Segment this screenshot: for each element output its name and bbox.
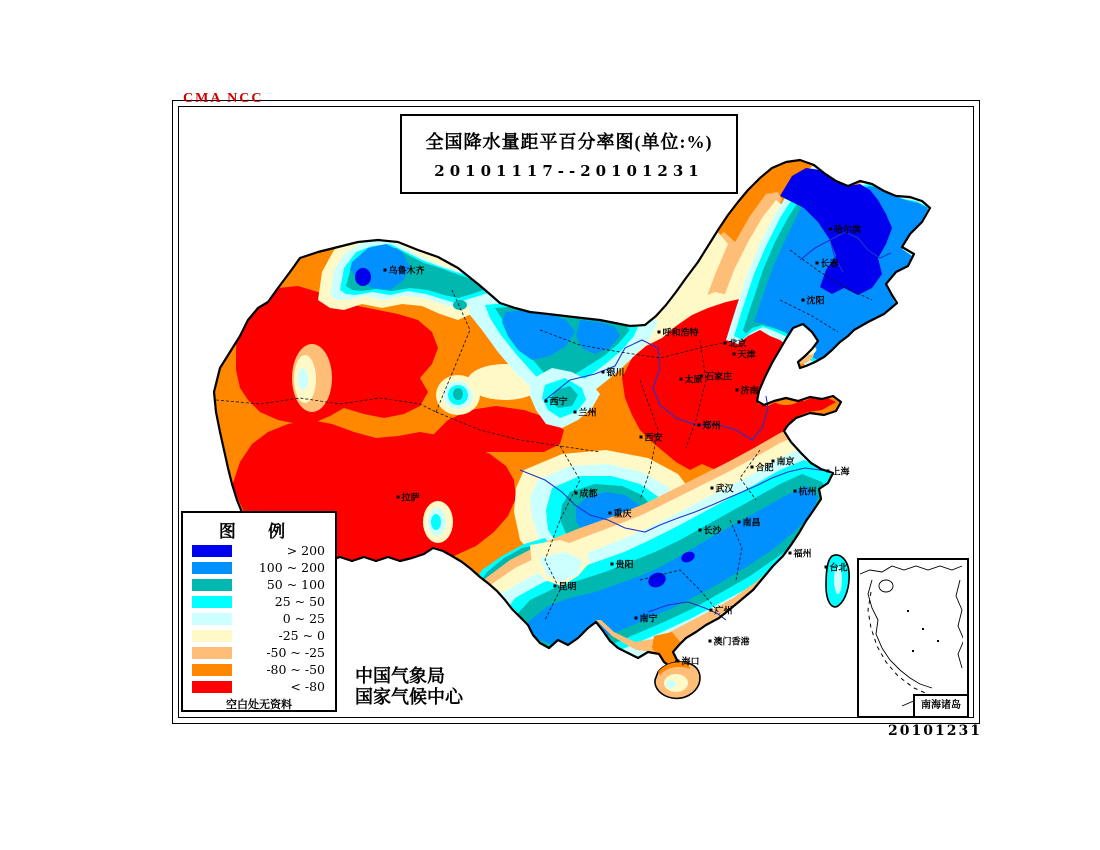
agency-credit: [355, 666, 463, 708]
city-name: 杭州: [798, 486, 817, 497]
legend-label: > 200: [286, 543, 325, 558]
city-dot: [573, 411, 576, 414]
city-dot: [639, 436, 642, 439]
city-dot: [750, 466, 753, 469]
agency-line2: 国家气候中心: [355, 687, 463, 707]
legend-swatch: [192, 664, 232, 676]
legend-swatch: [192, 545, 232, 557]
legend-item: [183, 627, 335, 644]
city-dot: [553, 585, 556, 588]
city-marker: [634, 612, 657, 625]
city-dot: [697, 424, 700, 427]
city-dot: [574, 492, 577, 495]
city-dot: [723, 342, 726, 345]
legend-item: [183, 559, 335, 576]
city-marker: [657, 326, 698, 339]
city-marker: [697, 419, 720, 432]
city-dot: [788, 552, 791, 555]
city-name: 长沙: [703, 525, 722, 536]
city-name: 贵阳: [615, 559, 634, 570]
legend-label: < -80: [290, 679, 325, 694]
city-dot: [698, 529, 701, 532]
map-title-box: [400, 114, 738, 194]
city-dot: [735, 389, 738, 392]
city-marker: [732, 348, 755, 361]
city-dot: [709, 609, 712, 612]
city-marker: [709, 604, 732, 617]
city-marker: [771, 455, 794, 468]
city-marker: [735, 384, 758, 397]
legend-box: [181, 511, 337, 712]
legend-label: 100 ~ 200: [258, 560, 325, 575]
city-name: 太原: [684, 374, 703, 385]
city-name: 石家庄: [704, 371, 733, 382]
city-name: 澳门香港: [713, 636, 750, 647]
city-name: 上海: [831, 466, 850, 477]
legend-swatch: [192, 681, 232, 693]
city-name: 拉萨: [401, 492, 420, 503]
city-name: 济南: [740, 385, 759, 396]
city-marker: [544, 395, 567, 408]
legend-label: 25 ~ 50: [274, 594, 325, 609]
city-name: 天津: [737, 349, 756, 360]
city-name: 台北: [829, 562, 848, 573]
city-marker: [679, 373, 702, 386]
legend-item: [183, 661, 335, 678]
city-dot: [708, 640, 711, 643]
city-name: 成都: [579, 488, 598, 499]
city-marker: [829, 223, 861, 236]
city-name: 南昌: [742, 517, 761, 528]
city-dot: [544, 400, 547, 403]
city-marker: [788, 547, 811, 560]
legend-title: 图 例: [218, 522, 300, 541]
city-name: 福州: [793, 548, 812, 559]
city-marker: [700, 370, 732, 383]
city-marker: [574, 487, 597, 500]
city-marker: [608, 507, 631, 520]
city-name: 海口: [681, 656, 700, 667]
city-name: 广州: [714, 605, 733, 616]
city-name: 重庆: [613, 508, 632, 519]
city-marker: [573, 406, 596, 419]
city-name: 合肥: [755, 462, 774, 473]
city-dot: [679, 378, 682, 381]
city-marker: [815, 257, 838, 270]
inset-label: 南海诸岛: [913, 694, 969, 718]
city-marker: [737, 516, 760, 529]
south-china-sea-inset: [857, 558, 969, 718]
city-name: 长春: [820, 258, 839, 269]
legend-label: -80 ~ -50: [266, 662, 325, 677]
legend-swatch: [192, 630, 232, 642]
legend-item: [183, 542, 335, 559]
city-dot: [737, 521, 740, 524]
city-marker: [708, 635, 749, 648]
city-name: 乌鲁木齐: [388, 265, 425, 276]
city-marker: [801, 294, 824, 307]
city-name: 银川: [606, 367, 625, 378]
city-marker: [676, 655, 699, 668]
legend-swatch: [192, 613, 232, 625]
city-name: 呼和浩特: [662, 327, 699, 338]
city-dot: [801, 299, 804, 302]
date-stamp: 20101231: [888, 723, 982, 739]
city-dot: [657, 331, 660, 334]
city-name: 兰州: [578, 407, 597, 418]
city-name: 南京: [776, 456, 795, 467]
city-dot: [793, 490, 796, 493]
city-name: 郑州: [702, 420, 721, 431]
city-marker: [826, 465, 849, 478]
city-name: 西安: [644, 432, 663, 443]
city-dot: [676, 660, 679, 663]
legend-swatch: [192, 562, 232, 574]
city-dot: [826, 470, 829, 473]
legend-label: -50 ~ -25: [266, 645, 325, 660]
inset-map: [859, 560, 963, 712]
legend-swatch: [192, 647, 232, 659]
city-marker: [610, 558, 633, 571]
legend-item: [183, 576, 335, 593]
city-dot: [601, 371, 604, 374]
city-dot: [634, 617, 637, 620]
legend-item: [183, 610, 335, 627]
legend-swatch: [192, 596, 232, 608]
legend-swatch: [192, 579, 232, 591]
city-marker: [639, 431, 662, 444]
city-dot: [710, 487, 713, 490]
city-dot: [396, 496, 399, 499]
legend-items: [183, 542, 335, 695]
city-name: 南宁: [639, 613, 658, 624]
city-name: 武汉: [715, 483, 734, 494]
city-dot: [829, 228, 832, 231]
map-date-range: 20101117--20101231: [434, 162, 704, 180]
city-dot: [815, 262, 818, 265]
map-title: 全国降水量距平百分率图(单位:%): [425, 132, 713, 152]
city-marker: [750, 461, 773, 474]
city-marker: [698, 524, 721, 537]
agency-line1: 中国气象局: [355, 666, 445, 686]
city-dot: [383, 269, 386, 272]
city-name: 哈尔滨: [833, 224, 862, 235]
city-marker: [383, 264, 424, 277]
legend-label: 50 ~ 100: [266, 577, 325, 592]
city-dot: [610, 563, 613, 566]
city-name: 北京: [728, 338, 747, 349]
city-name: 西宁: [549, 396, 568, 407]
legend-item: [183, 644, 335, 661]
legend-note: 空白处无资料: [226, 699, 292, 711]
legend-item: [183, 593, 335, 610]
city-name: 沈阳: [806, 295, 825, 306]
legend-label: -25 ~ 0: [278, 628, 325, 643]
legend-label: 0 ~ 25: [282, 611, 325, 626]
city-dot: [608, 512, 611, 515]
city-dot: [824, 566, 827, 569]
city-marker: [553, 580, 576, 593]
city-name: 昆明: [558, 581, 577, 592]
city-dot: [732, 353, 735, 356]
city-marker: [793, 485, 816, 498]
city-marker: [396, 491, 419, 504]
legend-item: [183, 678, 335, 695]
city-marker: [710, 482, 733, 495]
city-marker: [824, 561, 847, 574]
city-marker: [601, 366, 624, 379]
cma-ncc-watermark: CMA NCC: [183, 91, 264, 106]
